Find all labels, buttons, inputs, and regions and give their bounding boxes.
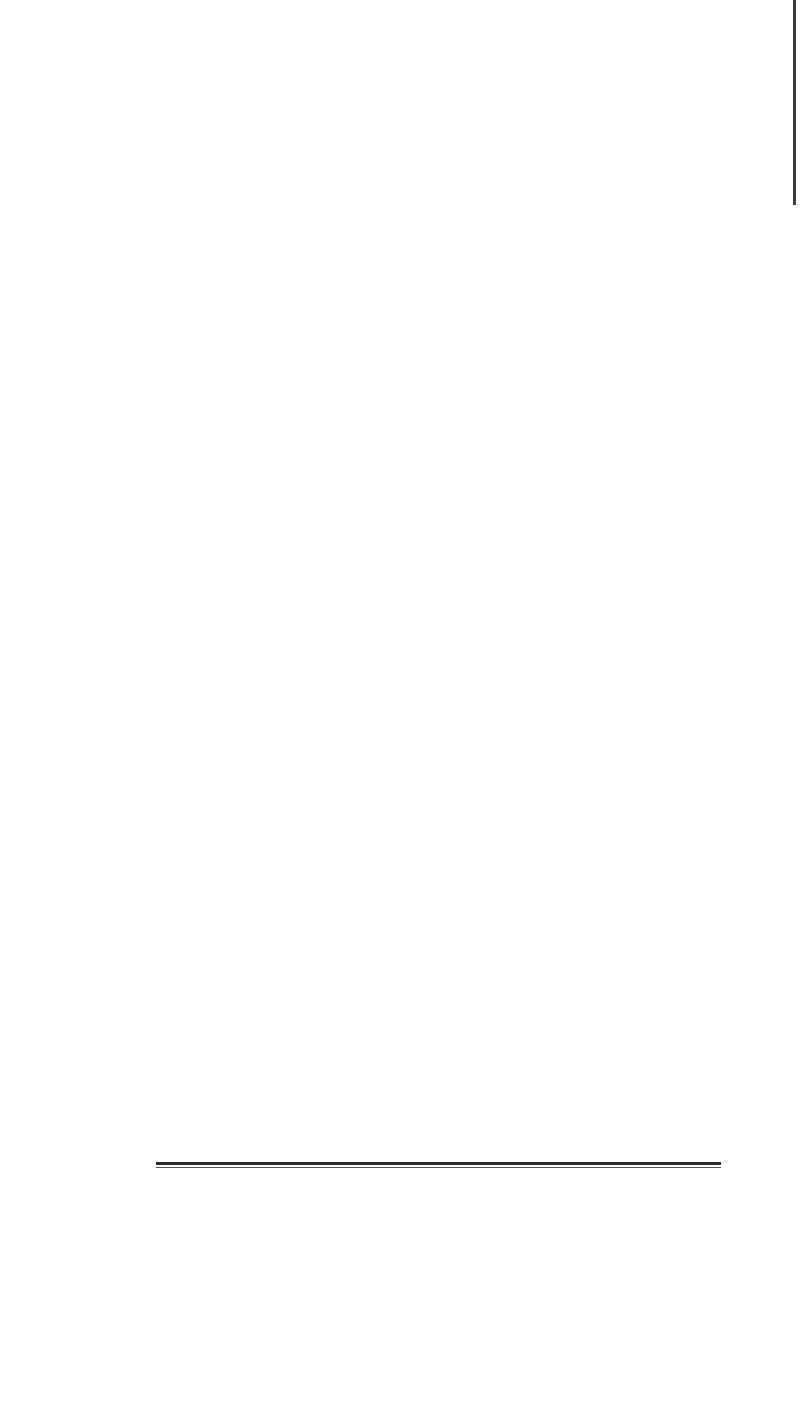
footnotes <box>190 1180 720 1284</box>
text-line <box>84 169 724 201</box>
footnote-rule <box>156 1162 721 1165</box>
text-line <box>84 297 724 329</box>
text-line <box>84 393 724 425</box>
text-line <box>84 201 724 233</box>
text-line <box>84 457 724 489</box>
text-line <box>84 233 724 265</box>
text-line <box>84 265 724 297</box>
text-line <box>84 329 724 361</box>
page-body <box>84 118 724 489</box>
footnote-2-line-1 <box>190 1232 720 1258</box>
footnote-2-line-2 <box>190 1258 720 1284</box>
page-edge-shadow <box>793 0 796 205</box>
footnote-rule-thin <box>156 1167 721 1168</box>
section-heading <box>84 118 724 169</box>
footnote-1-line-2 <box>190 1206 720 1232</box>
page-header <box>84 68 704 108</box>
text-line <box>84 425 724 457</box>
text-line <box>84 361 724 393</box>
footnote-1-line-1 <box>190 1180 720 1206</box>
body-text-bottom <box>84 169 724 489</box>
